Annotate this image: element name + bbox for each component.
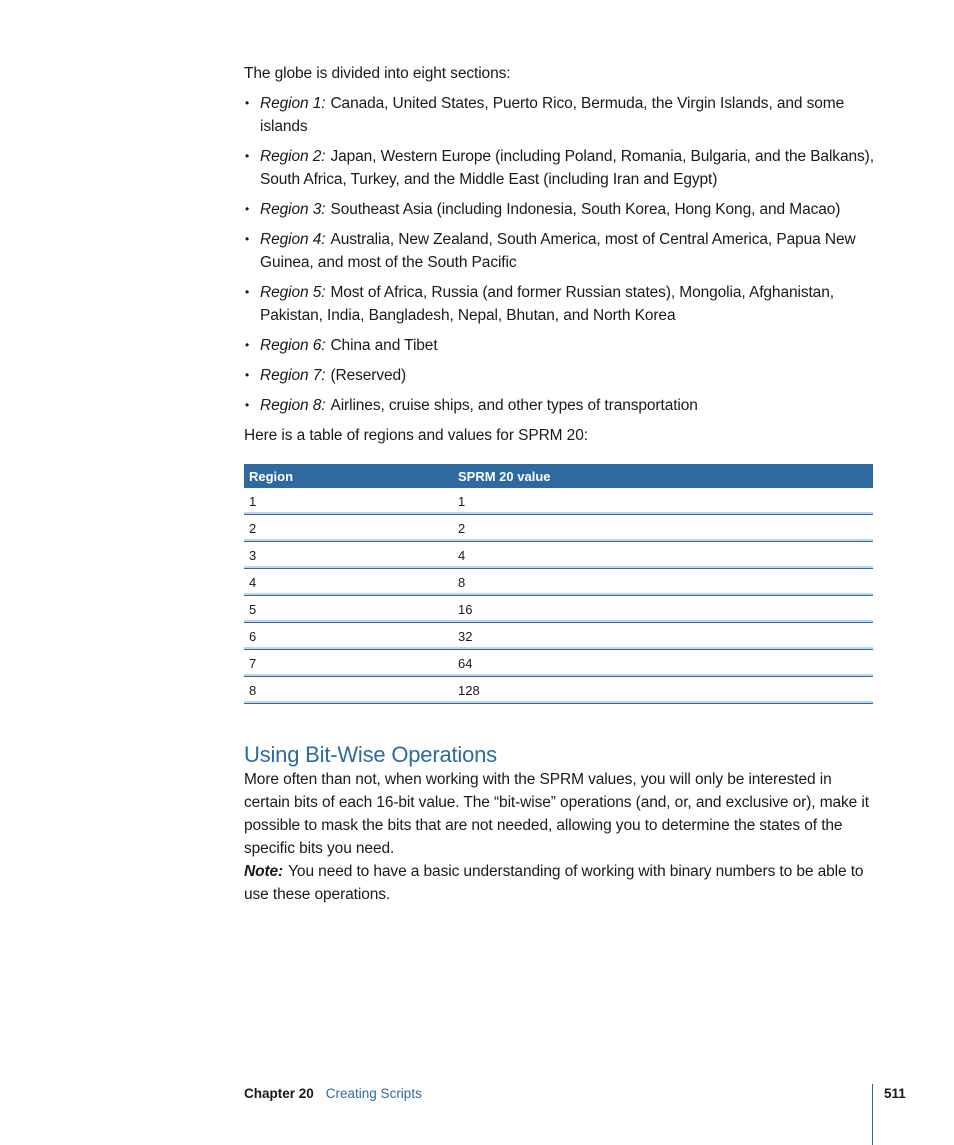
value-cell: 1 bbox=[453, 488, 873, 515]
region-description: China and Tibet bbox=[330, 337, 438, 354]
value-cell: 2 bbox=[453, 515, 873, 542]
chapter-number: Chapter 20 bbox=[244, 1086, 314, 1101]
region-description: Most of Africa, Russia (and former Russian states), Mongolia, Afghanistan, Pakistan, India, Bangladesh, Nepal, Bhutan, and North Korea bbox=[260, 284, 834, 324]
value-cell: 16 bbox=[453, 596, 873, 623]
page-footer bbox=[244, 1086, 422, 1101]
region-label: Region 6: bbox=[260, 337, 326, 354]
region-cell: 2 bbox=[244, 515, 453, 542]
table-row bbox=[244, 569, 873, 596]
value-cell: 4 bbox=[453, 542, 873, 569]
bullet-icon: • bbox=[245, 232, 250, 246]
region-description: Canada, United States, Puerto Rico, Bermuda, the Virgin Islands, and some islands bbox=[260, 95, 845, 135]
list-item bbox=[244, 92, 874, 138]
footer-divider bbox=[872, 1084, 873, 1145]
region-description: Australia, New Zealand, South America, most of Central America, Papua New Guinea, and most of the South Pacific bbox=[260, 231, 856, 271]
page-number: 511 bbox=[884, 1086, 906, 1101]
table-row bbox=[244, 596, 873, 623]
region-label: Region 5: bbox=[260, 284, 326, 301]
region-cell: 4 bbox=[244, 569, 453, 596]
list-item bbox=[244, 145, 874, 191]
bullet-icon: • bbox=[245, 398, 250, 412]
bullet-icon: • bbox=[245, 285, 250, 299]
bullet-icon: • bbox=[245, 96, 250, 110]
table-header-row bbox=[244, 464, 873, 488]
region-description: Southeast Asia (including Indonesia, South Korea, Hong Kong, and Macao) bbox=[330, 201, 841, 218]
list-item bbox=[244, 281, 874, 327]
list-item bbox=[244, 198, 874, 221]
region-label: Region 4: bbox=[260, 231, 326, 248]
note-label: Note: bbox=[244, 863, 284, 880]
region-description: (Reserved) bbox=[330, 367, 407, 384]
region-cell: 8 bbox=[244, 677, 453, 704]
bullet-icon: • bbox=[245, 338, 250, 352]
region-cell: 5 bbox=[244, 596, 453, 623]
value-cell: 8 bbox=[453, 569, 873, 596]
chapter-title-link[interactable]: Creating Scripts bbox=[325, 1086, 422, 1101]
list-item bbox=[244, 228, 874, 274]
region-label: Region 1: bbox=[260, 95, 326, 112]
note-paragraph bbox=[244, 860, 874, 906]
value-cell: 128 bbox=[453, 677, 873, 704]
table-intro: Here is a table of regions and values for SPRM 20: bbox=[244, 427, 588, 444]
intro-paragraph: The globe is divided into eight sections: bbox=[244, 65, 511, 82]
table-row bbox=[244, 542, 873, 569]
regions-table bbox=[244, 464, 873, 704]
region-description: Japan, Western Europe (including Poland, Romania, Bulgaria, and the Balkans), South Africa, Turkey, and the Middle East (including Iran and Egypt) bbox=[260, 148, 874, 188]
region-label: Region 8: bbox=[260, 397, 326, 414]
region-cell: 3 bbox=[244, 542, 453, 569]
page-content bbox=[244, 62, 874, 906]
value-cell: 32 bbox=[453, 623, 873, 650]
note-text: You need to have a basic understanding of working with binary numbers to be able to use these operations. bbox=[244, 863, 864, 903]
region-description: Airlines, cruise ships, and other types of transportation bbox=[330, 397, 698, 414]
table-row bbox=[244, 677, 873, 704]
region-label: Region 3: bbox=[260, 201, 326, 218]
table-row bbox=[244, 650, 873, 677]
table-row bbox=[244, 515, 873, 542]
section-heading: Using Bit-Wise Operations bbox=[244, 742, 497, 767]
section-paragraph: More often than not, when working with the SPRM values, you will only be interested in certain bits of each 16-bit value. The “bit-wise” operations (and, or, and exclusive or), make it possible to mask the bits that are not needed, allowing you to determine the states of the specific bits you need. bbox=[244, 771, 869, 857]
list-item bbox=[244, 334, 874, 357]
region-label: Region 7: bbox=[260, 367, 326, 384]
value-cell: 64 bbox=[453, 650, 873, 677]
bullet-icon: • bbox=[245, 149, 250, 163]
region-label: Region 2: bbox=[260, 148, 326, 165]
column-header-region: Region bbox=[244, 464, 453, 488]
bullet-icon: • bbox=[245, 368, 250, 382]
table-row bbox=[244, 488, 873, 515]
bullet-icon: • bbox=[245, 202, 250, 216]
region-cell: 1 bbox=[244, 488, 453, 515]
list-item bbox=[244, 394, 874, 417]
table-row bbox=[244, 623, 873, 650]
column-header-sprm-value: SPRM 20 value bbox=[453, 464, 873, 488]
region-cell: 7 bbox=[244, 650, 453, 677]
list-item bbox=[244, 364, 874, 387]
regions-list bbox=[244, 92, 874, 417]
region-cell: 6 bbox=[244, 623, 453, 650]
